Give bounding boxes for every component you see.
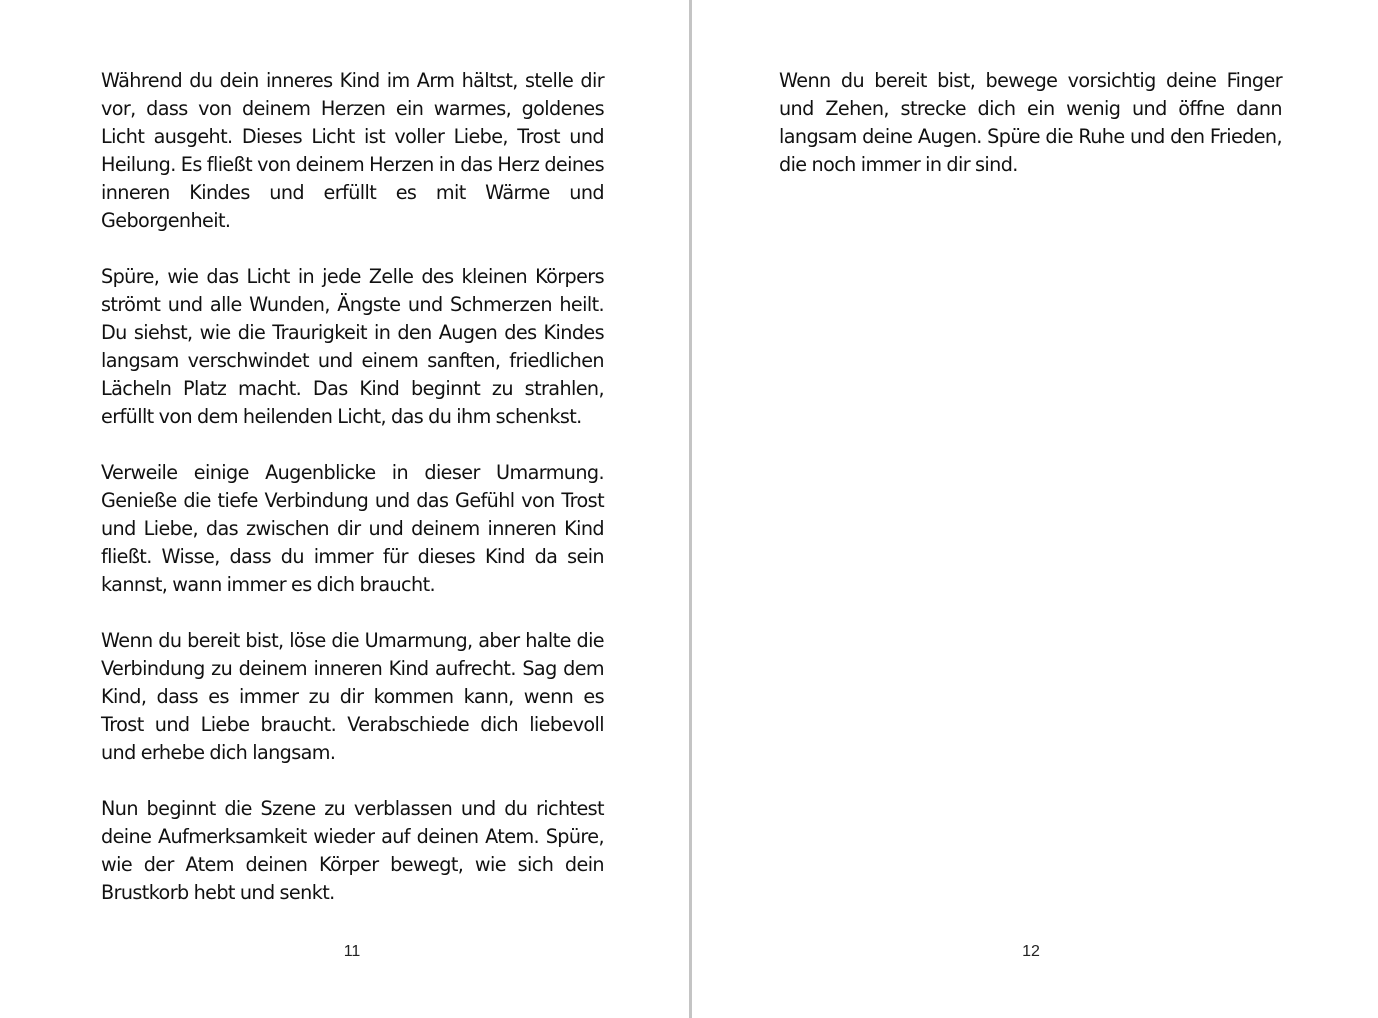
- page-number-11: 11: [343, 943, 361, 960]
- paragraph: Wenn du bereit bist, löse die Umarmung, aber halte die Verbindung zu deinem inneren Kind aufrecht. Sag dem Kind, dass es immer zu dir kommen kann, wenn es Trost und Liebe braucht. Verabschiede dich liebevoll und erhebe dich langsam.: [101, 629, 604, 764]
- page-11-body: [101, 67, 604, 907]
- paragraph: Wenn du bereit bist, bewege vorsichtig deine Finger und Zehen, strecke dich ein wenig und öffne dann langsam deine Augen. Spüre die Ruhe und den Frieden, die noch immer in dir sind.: [779, 69, 1282, 176]
- paragraph: Verweile einige Augenblicke in dieser Umarmung. Genieße die tiefe Verbindung und das Gefühl von Trost und Liebe, das zwischen dir und deinem inneren Kind fließt. Wisse, dass du immer für dieses Kind da sein kannst, wann immer es dich braucht.: [101, 461, 604, 596]
- paragraph: Während du dein inneres Kind im Arm hältst, stelle dir vor, dass von deinem Herzen ein warmes, goldenes Licht ausgeht. Dieses Licht ist voller Liebe, Trost und Heilung. Es fließt von deinem Herzen in das Herz deines inneren Kindes und erfüllt es mit Wärme und Geborgenheit.: [101, 69, 604, 232]
- paragraph: Spüre, wie das Licht in jede Zelle des kleinen Körpers strömt und alle Wunden, Ängste und Schmerzen heilt. Du siehst, wie die Traurigkeit in den Augen des Kindes langsam verschwindet und einem sanften, friedlichen Lächeln Platz macht. Das Kind beginnt zu strahlen, erfüllt von dem heilenden Licht, das du ihm schenkst.: [101, 265, 604, 428]
- page-12: [692, 0, 1378, 1018]
- paragraph: Nun beginnt die Szene zu verblassen und du richtest deine Aufmerksamkeit wieder auf deinen Atem. Spüre, wie der Atem deinen Körper bewegt, wie sich dein Brustkorb hebt und senkt.: [101, 797, 604, 904]
- page-12-body: [779, 67, 1282, 179]
- page-number-12: 12: [1022, 943, 1040, 960]
